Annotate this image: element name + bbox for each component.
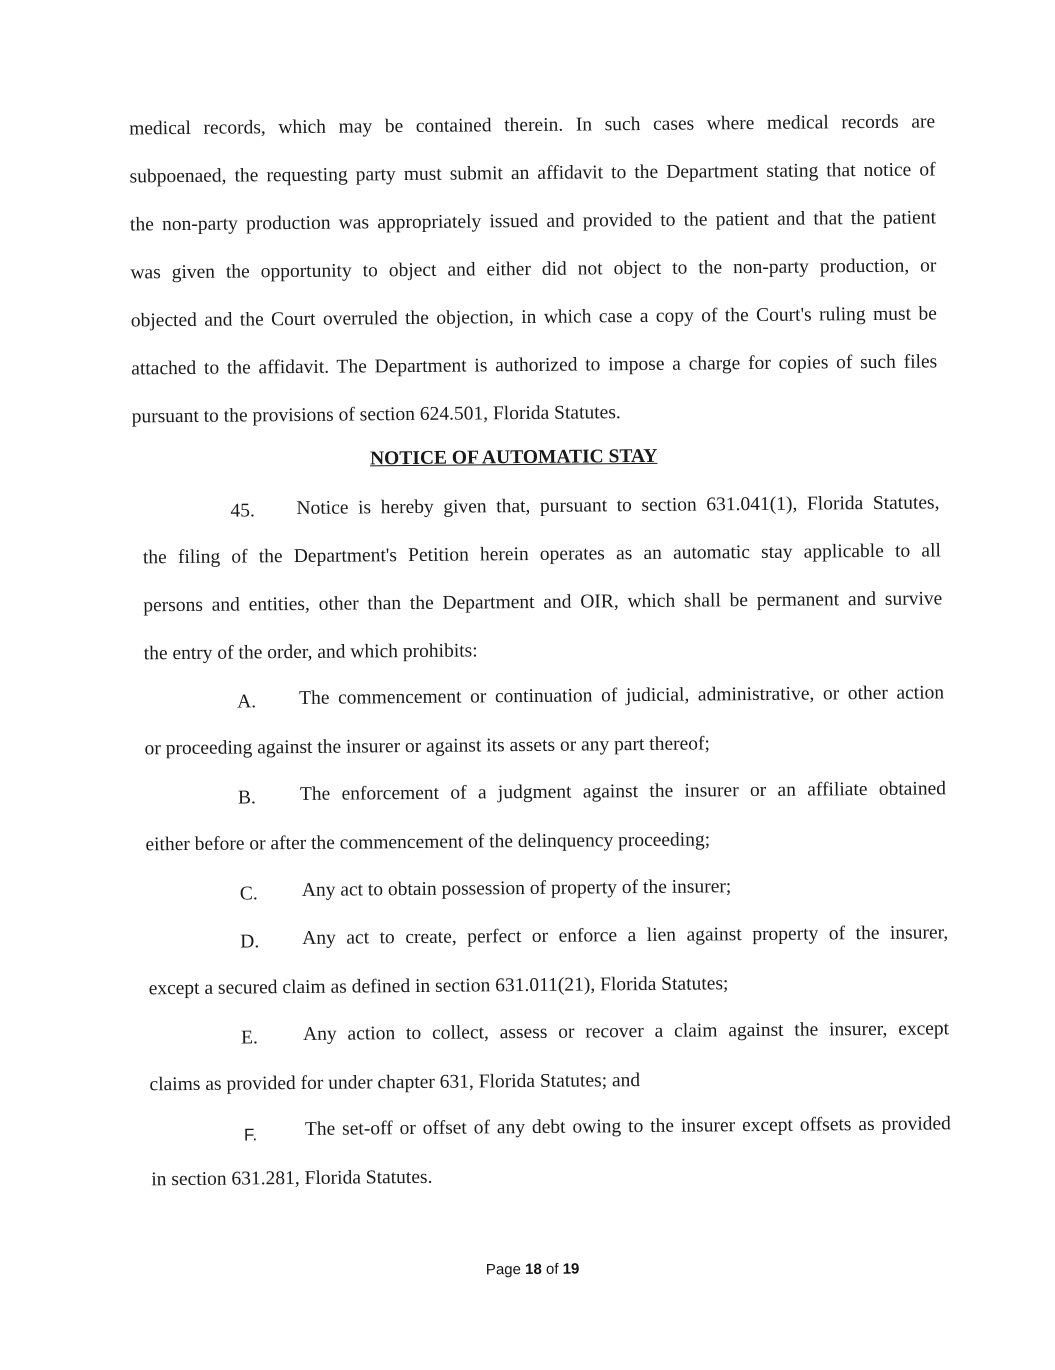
list-item-continuation: except a secured claim as defined in section 631.011(21), Florida Statutes; <box>148 973 729 1000</box>
paragraph-first-line: Notice is hereby given that, pursuant to section 631.041(1), Florida Statutes, <box>296 492 940 520</box>
footer-total-pages: 19 <box>562 1260 580 1278</box>
body-line: the filing of the Department's Petition herein operates as an automatic stay applicable to all <box>142 540 941 569</box>
list-item-first-line: The commencement or continuation of judicial, administrative, or other action <box>299 682 945 709</box>
list-item-letter: E. <box>241 1027 258 1049</box>
list-item-first-line: Any action to collect, assess or recover a claim against the insurer, except <box>302 1018 950 1045</box>
footer-current-page: 18 <box>525 1260 542 1279</box>
body-line: was given the opportunity to object and either did not object to the non-party production, or <box>130 255 937 284</box>
footer-page-label: Page <box>485 1261 522 1279</box>
page-footer <box>5 1255 1055 1284</box>
body-line: objected and the Court overruled the objection, in which case a copy of the Court's ruling must be <box>130 303 937 332</box>
paragraph-number: 45. <box>230 500 255 522</box>
body-line: subpoenaed, the requesting party must submit an affidavit to the Department stating that notice of <box>129 159 936 188</box>
body-line: medical records, which may be contained therein. In such cases where medical records are <box>129 111 936 140</box>
body-line: the entry of the order, and which prohibits: <box>143 640 478 665</box>
body-line: persons and entities, other than the Department and OIR, which shall be permanent and survive <box>143 588 943 617</box>
list-item-continuation: either before or after the commencement of the delinquency proceeding; <box>145 829 711 856</box>
list-item-letter: D. <box>240 931 260 953</box>
list-item-first-line: The set-off or offset of any debt owing to the insurer except offsets as provided <box>304 1113 951 1140</box>
body-line: attached to the affidavit. The Department is authorized to impose a charge for copies of such files <box>131 351 938 380</box>
list-item-continuation: in section 631.281, Florida Statutes. <box>151 1166 433 1191</box>
list-item-continuation: claims as provided for under chapter 631, Florida Statutes; and <box>149 1070 641 1096</box>
list-item-letter: B. <box>237 787 256 809</box>
list-item-letter: F. <box>243 1125 258 1145</box>
list-item-continuation: or proceeding against the insurer or against its assets or any part thereof; <box>144 733 710 760</box>
footer-of-label: of <box>545 1260 559 1278</box>
list-item-first-line: Any act to create, perfect or enforce a lien against property of the insurer, <box>302 922 949 949</box>
list-item-first-line: Any act to obtain possession of property of the insurer; <box>301 876 732 901</box>
list-item-letter: C. <box>239 883 258 905</box>
body-line: the non-party production was appropriately issued and provided to the patient and that the patient <box>129 207 937 236</box>
section-heading: NOTICE OF AUTOMATIC STAY <box>369 445 658 470</box>
list-item-letter: A. <box>237 691 257 713</box>
body-line: pursuant to the provisions of section 624.501, Florida Statutes. <box>131 402 621 428</box>
list-item-first-line: The enforcement of a judgment against the insurer or an affiliate obtained <box>299 778 947 805</box>
